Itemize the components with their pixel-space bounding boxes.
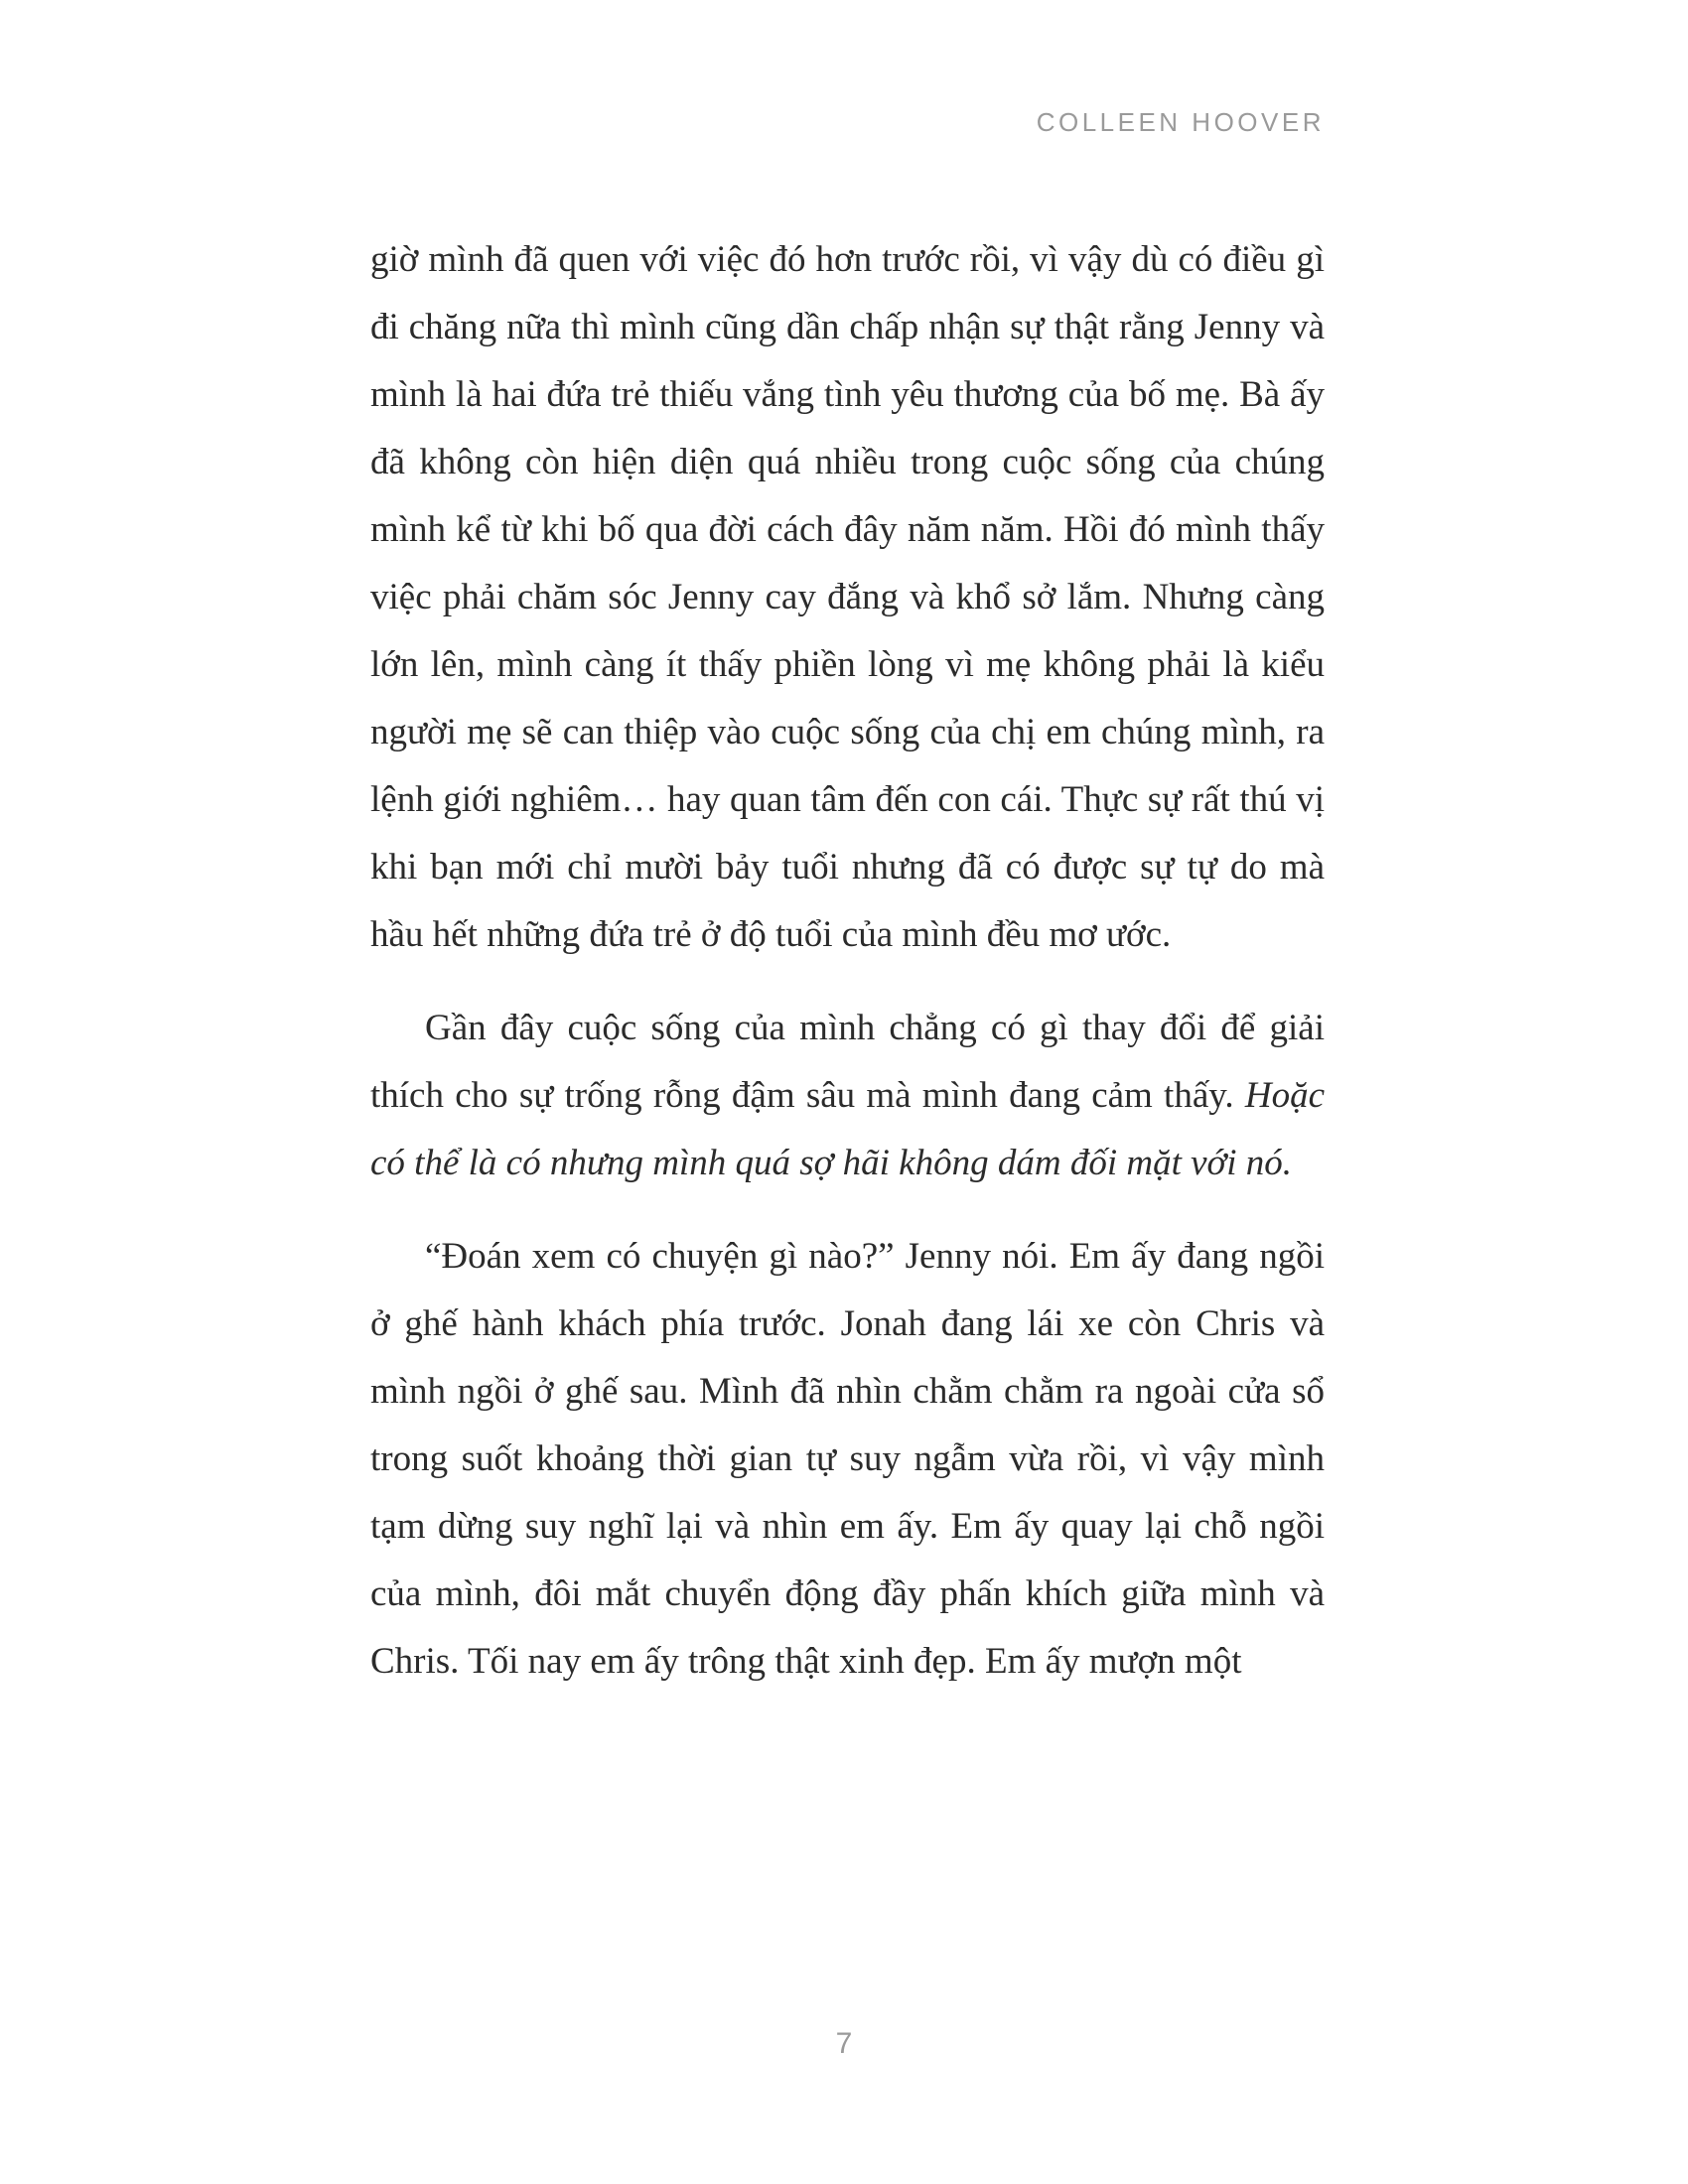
page-footer	[0, 2027, 1688, 2061]
running-header	[370, 107, 1325, 138]
author-name: COLLEEN HOOVER	[1036, 107, 1325, 137]
page-number: 7	[835, 2027, 853, 2060]
paragraph	[370, 226, 1325, 969]
text-run: “Đoán xem có chuyện gì nào?” Jenny nói. Em ấy đang ngồi ở ghế hành khách phía trước. Jonah đang lái xe còn Chris và mình ngồi ở ghế sau. Mình đã nhìn chằm chằm ra ngoài cửa sổ trong suốt khoảng thời gian tự suy ngẫm vừa rồi, vì vậy mình tạm dừng suy nghĩ lại và nhìn em ấy. Em ấy quay lại chỗ ngồi của mình, đôi mắt chuyển động đầy phấn khích giữa mình và Chris. Tối nay em ấy trông thật xinh đẹp. Em ấy mượn một	[370, 1236, 1325, 1682]
italic-text-run: Hoặc có thể là có nhưng mình quá sợ hãi không dám đối mặt với nó.	[370, 1075, 1325, 1183]
paragraph	[370, 995, 1325, 1197]
page-body	[370, 226, 1325, 1696]
text-run: giờ mình đã quen với việc đó hơn trước rồi, vì vậy dù có điều gì đi chăng nữa thì mình cũng dần chấp nhận sự thật rằng Jenny và mình là hai đứa trẻ thiếu vắng tình yêu thương của bố mẹ. Bà ấy đã không còn hiện diện quá nhiều trong cuộc sống của chúng mình kể từ khi bố qua đời cách đây năm năm. Hồi đó mình thấy việc phải chăm sóc Jenny cay đắng và khổ sở lắm. Nhưng càng lớn lên, mình càng ít thấy phiền lòng vì mẹ không phải là kiểu người mẹ sẽ can thiệp vào cuộc sống của chị em chúng mình, ra lệnh giới nghiêm… hay quan tâm đến con cái. Thực sự rất thú vị khi bạn mới chỉ mười bảy tuổi nhưng đã có được sự tự do mà hầu hết những đứa trẻ ở độ tuổi của mình đều mơ ước.	[370, 239, 1325, 955]
text-run: Gần đây cuộc sống của mình chẳng có gì thay đổi để giải thích cho sự trống rỗng đậm sâu mà mình đang cảm thấy.	[370, 1008, 1325, 1116]
paragraph	[370, 1223, 1325, 1696]
